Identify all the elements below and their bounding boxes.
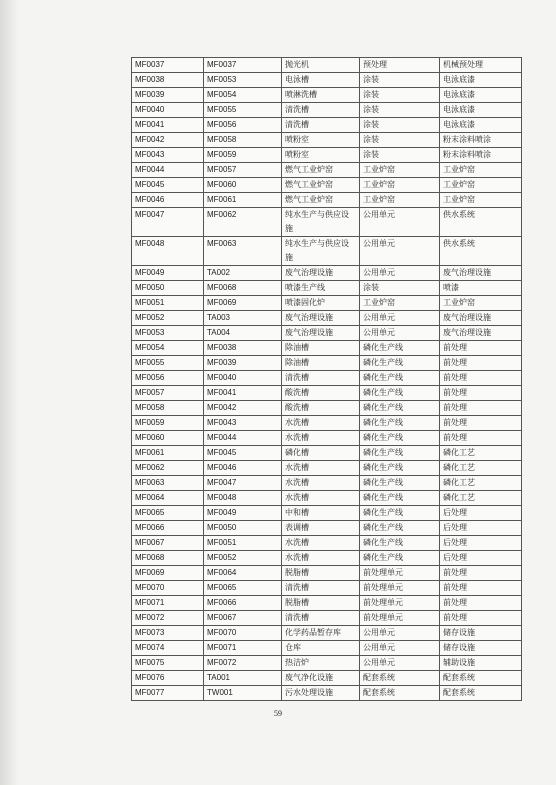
table-cell: 水洗槽 [282,536,360,551]
table-cell: MF0047 [204,476,282,491]
table-cell: MF0047 [132,208,204,237]
table-cell: 前处理单元 [360,566,440,581]
table-cell: MF0045 [204,446,282,461]
table-cell: MF0073 [132,626,204,641]
table-cell: 前处理 [440,581,522,596]
table-cell: 废气治理设施 [440,266,522,281]
table-cell: MF0046 [132,193,204,208]
table-cell: 前处理单元 [360,581,440,596]
table-cell: 涂装 [360,73,440,88]
table-row [132,446,522,461]
table-cell: 仓库 [282,641,360,656]
table-row [132,73,522,88]
table-cell: 后处理 [440,551,522,566]
table-cell: MF0064 [204,566,282,581]
table-cell: 喷粉室 [282,133,360,148]
table-cell: 清洗槽 [282,103,360,118]
table-cell: 化学药品暂存库 [282,626,360,641]
table-cell: 前处理 [440,341,522,356]
table-cell: MF0074 [132,641,204,656]
table-cell: 储存设施 [440,641,522,656]
table-row [132,266,522,281]
table-cell: 前处理 [440,431,522,446]
table-cell: 磷化生产线 [360,446,440,461]
table-cell: 辅助设施 [440,656,522,671]
table-row [132,431,522,446]
table-cell: 前处理 [440,596,522,611]
table-row [132,178,522,193]
table-cell: 工业炉窑 [440,193,522,208]
table-cell: 废气治理设施 [440,311,522,326]
table-cell: 磷化生产线 [360,356,440,371]
table-cell: MF0046 [204,461,282,476]
table-cell: 喷漆生产线 [282,281,360,296]
table-cell: MF0067 [204,611,282,626]
table-row [132,208,522,237]
table-cell: MF0055 [204,103,282,118]
table-cell: 公用单元 [360,641,440,656]
table-cell: MF0042 [204,401,282,416]
table-cell: TA003 [204,311,282,326]
table-cell: 储存设施 [440,626,522,641]
table-cell: MF0072 [204,656,282,671]
table-cell: 除油槽 [282,356,360,371]
table-cell: 电泳底漆 [440,73,522,88]
table-cell: 工业炉窑 [360,296,440,311]
table-row [132,476,522,491]
table-row [132,566,522,581]
table-cell: 喷漆 [440,281,522,296]
table-cell: 工业炉窑 [440,163,522,178]
table-cell: MF0048 [204,491,282,506]
table-row [132,641,522,656]
table-cell: MF0049 [204,506,282,521]
table-row [132,371,522,386]
table-cell: TA004 [204,326,282,341]
table-cell: 磷化生产线 [360,386,440,401]
table-cell: MF0057 [132,386,204,401]
table-cell: 清洗槽 [282,371,360,386]
table-cell: 废气净化设施 [282,671,360,686]
table-cell: MF0037 [132,58,204,73]
table-cell: 工业炉窑 [440,296,522,311]
table-cell: 水洗槽 [282,416,360,431]
table-cell: MF0057 [204,163,282,178]
table-cell: TW001 [204,686,282,701]
table-cell: 涂装 [360,281,440,296]
table-cell: MF0068 [132,551,204,566]
table-cell: MF0052 [132,311,204,326]
table-cell: MF0043 [204,416,282,431]
table-cell: MF0039 [132,88,204,103]
table-cell: 涂装 [360,103,440,118]
table-cell: MF0061 [132,446,204,461]
table-cell: MF0064 [132,491,204,506]
table-cell: MF0041 [204,386,282,401]
table-cell: MF0077 [132,686,204,701]
table-row [132,521,522,536]
table-row [132,163,522,178]
table-row [132,536,522,551]
table-row [132,491,522,506]
table-cell: MF0051 [204,536,282,551]
table-cell: MF0044 [132,163,204,178]
table-cell: 供水系统 [440,237,522,266]
table-cell: 水洗槽 [282,551,360,566]
table-cell: MF0060 [132,431,204,446]
table-cell: 配套系统 [440,686,522,701]
table-cell: MF0054 [204,88,282,103]
table-cell: 纯水生产与供应设施 [282,237,360,266]
table-cell: 涂装 [360,118,440,133]
table-row [132,401,522,416]
table-cell: 后处理 [440,536,522,551]
table-cell: 配套系统 [360,671,440,686]
table-cell: 磷化生产线 [360,476,440,491]
table-cell: 后处理 [440,521,522,536]
table-cell: 工业炉窑 [360,193,440,208]
table-cell: 供水系统 [440,208,522,237]
table-cell: MF0059 [204,148,282,163]
table-cell: 公用单元 [360,626,440,641]
table-cell: 前处理 [440,611,522,626]
table-cell: MF0056 [204,118,282,133]
table-cell: 磷化工艺 [440,461,522,476]
table-cell: 公用单元 [360,656,440,671]
table-cell: MF0040 [132,103,204,118]
table-cell: 磷化工艺 [440,446,522,461]
table-cell: MF0055 [132,356,204,371]
table-cell: 磷化工艺 [440,491,522,506]
table-cell: 粉末涂料喷涂 [440,133,522,148]
table-cell: MF0067 [132,536,204,551]
table-cell: 电泳槽 [282,73,360,88]
table-cell: MF0072 [132,611,204,626]
table-cell: 磷化生产线 [360,536,440,551]
table-row [132,386,522,401]
table-cell: 喷漆固化炉 [282,296,360,311]
table-cell: MF0069 [204,296,282,311]
table-cell: 热洁炉 [282,656,360,671]
table-cell: 磷化生产线 [360,371,440,386]
table-cell: MF0071 [132,596,204,611]
table-row [132,133,522,148]
table-cell: 酸洗槽 [282,386,360,401]
table-cell: MF0062 [204,208,282,237]
table-cell: MF0071 [204,641,282,656]
table-cell: 除油槽 [282,341,360,356]
table-cell: 燃气工业炉窑 [282,193,360,208]
table-cell: MF0058 [132,401,204,416]
table-cell: MF0042 [132,133,204,148]
table-cell: MF0039 [204,356,282,371]
table-cell: 公用单元 [360,311,440,326]
table-row [132,88,522,103]
table-row [132,311,522,326]
table-row [132,461,522,476]
table-row [132,686,522,701]
table-cell: 磷化生产线 [360,551,440,566]
table-cell: 公用单元 [360,237,440,266]
table-row [132,416,522,431]
table-cell: MF0053 [132,326,204,341]
table-row [132,237,522,266]
table-cell: 清洗槽 [282,118,360,133]
table-cell: 工业炉窑 [440,178,522,193]
table-cell: 中和槽 [282,506,360,521]
table-cell: 脱脂槽 [282,566,360,581]
table-cell: 机械预处理 [440,58,522,73]
table-cell: 磷化槽 [282,446,360,461]
table-row [132,506,522,521]
table-cell: MF0070 [132,581,204,596]
table-cell: 水洗槽 [282,476,360,491]
table-cell: 前处理 [440,566,522,581]
table-row [132,341,522,356]
table-cell: MF0051 [132,296,204,311]
table-cell: 纯水生产与供应设施 [282,208,360,237]
table-cell: 配套系统 [440,671,522,686]
table-row [132,356,522,371]
table-row [132,626,522,641]
table-cell: 涂装 [360,148,440,163]
table-row [132,326,522,341]
table-row [132,596,522,611]
table-cell: MF0059 [132,416,204,431]
table-cell: TA001 [204,671,282,686]
table-row [132,281,522,296]
table-cell: 预处理 [360,58,440,73]
table-cell: 电泳底漆 [440,103,522,118]
table-cell: MF0053 [204,73,282,88]
table-cell: 磷化生产线 [360,401,440,416]
table-cell: 粉末涂料喷涂 [440,148,522,163]
table-cell: 公用单元 [360,208,440,237]
table-cell: 废气治理设施 [282,326,360,341]
table-cell: 燃气工业炉窑 [282,178,360,193]
table-cell: MF0050 [132,281,204,296]
table-cell: MF0076 [132,671,204,686]
table-cell: 公用单元 [360,326,440,341]
table-cell: MF0061 [204,193,282,208]
table-cell: MF0045 [132,178,204,193]
table-cell: 燃气工业炉窑 [282,163,360,178]
table-cell: 电泳底漆 [440,118,522,133]
table-cell: 废气治理设施 [282,311,360,326]
table-cell: 喷淋洗槽 [282,88,360,103]
table-cell: MF0049 [132,266,204,281]
table-row [132,103,522,118]
table-cell: MF0066 [132,521,204,536]
table-cell: 前处理 [440,401,522,416]
table-cell: MF0043 [132,148,204,163]
table-cell: MF0060 [204,178,282,193]
table-cell: MF0075 [132,656,204,671]
table-cell: MF0044 [204,431,282,446]
table-cell: 喷粉室 [282,148,360,163]
table-cell: 前处理 [440,416,522,431]
table-cell: 磷化生产线 [360,461,440,476]
table-cell: 工业炉窑 [360,178,440,193]
table-cell: MF0054 [132,341,204,356]
table-cell: MF0068 [204,281,282,296]
table-cell: 公用单元 [360,266,440,281]
table-cell: 磷化生产线 [360,506,440,521]
table-cell: MF0052 [204,551,282,566]
table-cell: MF0070 [204,626,282,641]
table-cell: 废气治理设施 [282,266,360,281]
table-cell: MF0037 [204,58,282,73]
table-cell: 抛光机 [282,58,360,73]
table-cell: 磷化生产线 [360,491,440,506]
table-cell: 清洗槽 [282,581,360,596]
table-cell: MF0038 [204,341,282,356]
table-cell: MF0063 [132,476,204,491]
equipment-table-body [132,58,522,701]
table-row [132,58,522,73]
table-row [132,118,522,133]
table-cell: MF0040 [204,371,282,386]
table-row [132,671,522,686]
table-cell: MF0066 [204,596,282,611]
table-cell: 后处理 [440,506,522,521]
table-cell: 磷化生产线 [360,521,440,536]
table-cell: 磷化生产线 [360,416,440,431]
table-cell: 前处理 [440,356,522,371]
table-cell: 酸洗槽 [282,401,360,416]
table-cell: 清洗槽 [282,611,360,626]
table-cell: 涂装 [360,88,440,103]
page-number: 59 [274,709,282,718]
table-cell: MF0062 [132,461,204,476]
table-cell: MF0038 [132,73,204,88]
table-cell: 前处理单元 [360,611,440,626]
table-cell: TA002 [204,266,282,281]
table-row [132,581,522,596]
table-cell: MF0065 [132,506,204,521]
table-cell: MF0058 [204,133,282,148]
table-cell: 前处理 [440,371,522,386]
table-cell: 表调槽 [282,521,360,536]
table-cell: MF0063 [204,237,282,266]
table-cell: 水洗槽 [282,491,360,506]
table-cell: 污水处理设施 [282,686,360,701]
table-row [132,611,522,626]
table-cell: 水洗槽 [282,431,360,446]
table-cell: 磷化工艺 [440,476,522,491]
table-cell: 前处理单元 [360,596,440,611]
table-cell: MF0065 [204,581,282,596]
table-cell: 工业炉窑 [360,163,440,178]
table-cell: 磷化生产线 [360,431,440,446]
table-row [132,551,522,566]
table-cell: 脱脂槽 [282,596,360,611]
table-cell: MF0050 [204,521,282,536]
table-cell: MF0069 [132,566,204,581]
table-cell: 磷化生产线 [360,341,440,356]
scan-edge-shadow [0,0,18,785]
table-cell: 配套系统 [360,686,440,701]
table-cell: MF0048 [132,237,204,266]
table-cell: 废气治理设施 [440,326,522,341]
table-cell: 电泳底漆 [440,88,522,103]
table-cell: MF0041 [132,118,204,133]
table-row [132,656,522,671]
table-row [132,296,522,311]
table-cell: 前处理 [440,386,522,401]
table-row [132,148,522,163]
table-cell: 水洗槽 [282,461,360,476]
table-cell: MF0056 [132,371,204,386]
table-row [132,193,522,208]
table-cell: 涂装 [360,133,440,148]
equipment-table [131,57,522,701]
